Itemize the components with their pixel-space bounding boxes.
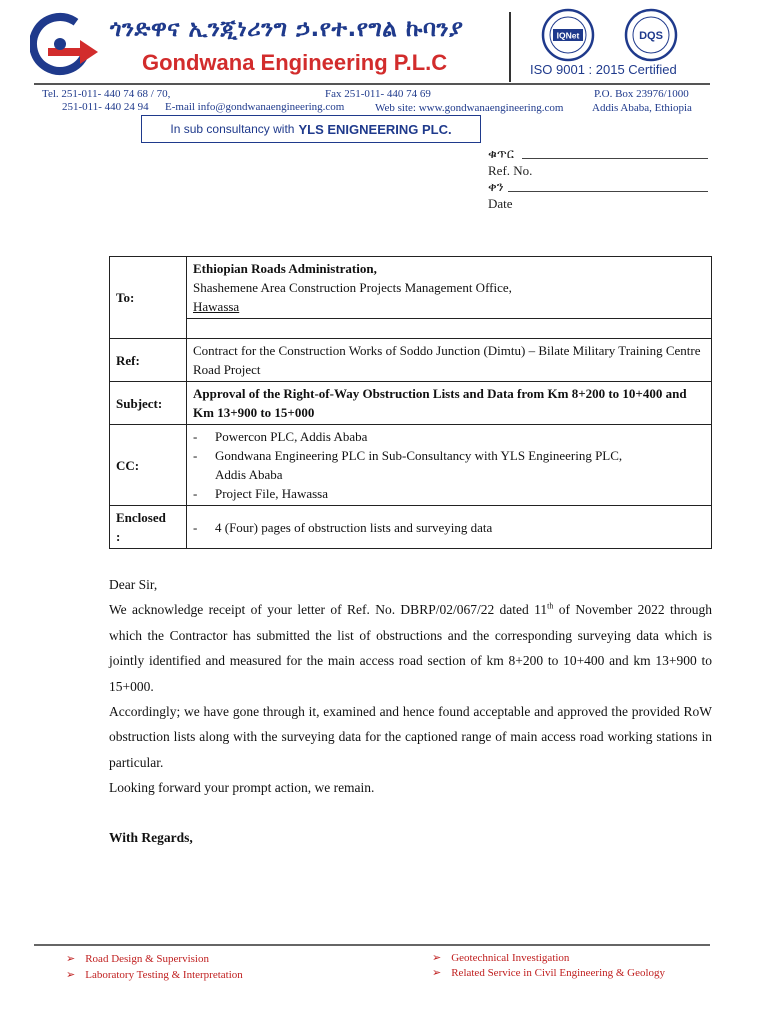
- cc-dash-2: -: [193, 448, 198, 463]
- salutation: Dear Sir,: [109, 577, 158, 592]
- contact-tel-2: 251-011- 440 24 94: [62, 101, 149, 113]
- paragraph-2: Accordingly; we have gone through it, examined and hence found acceptable and approved the provided RoW obstruction lists along with the surveying data for the captioned range of main access road working stations in particular.: [109, 704, 712, 770]
- enclosed-value: [187, 506, 712, 549]
- enclosed-label-word: Enclosed: [116, 510, 166, 525]
- table-row-enclosed: [110, 506, 712, 549]
- cert2-text: DQS: [639, 30, 663, 42]
- contact-email[interactable]: E-mail info@gondwanaengineering.com: [165, 101, 345, 113]
- header-divider: [509, 12, 511, 82]
- paragraph-3: Looking forward your prompt action, we remain.: [109, 780, 375, 796]
- ref-number-label: Ref. No.: [488, 163, 533, 178]
- arrow-icon: ➢: [432, 967, 442, 979]
- paragraph-1-end: of November 2022 through which the Contractor has submitted the list of obstructions and the corresponding surveying data which is jointly identified and measured for the main access road section of km 8+200 to 10+400 and km 13+900 to 15+000.: [109, 602, 712, 694]
- dqs-certification-seal-icon: [624, 8, 678, 62]
- table-row-to: [110, 257, 712, 319]
- cc-dash-1: -: [193, 429, 198, 444]
- cc-dash-3: -: [193, 486, 198, 501]
- to-organization: Ethiopian Roads Administration,: [193, 261, 377, 276]
- date-line: [508, 191, 708, 192]
- enclosed-label: [110, 506, 187, 549]
- subconsultancy-firm: YLS ENIGNEERING PLC.: [298, 121, 452, 137]
- closing: With Regards,: [109, 829, 193, 845]
- company-logo-icon: [30, 8, 110, 80]
- enclosed-text: 4 (Four) pages of obstruction lists and surveying data: [215, 519, 493, 535]
- date-label: Date: [488, 196, 513, 211]
- ref-amharic-label: ቁጥር: [488, 146, 514, 161]
- ref-label: Ref:: [110, 339, 187, 382]
- footer-service-text: Geotechnical Investigation: [451, 952, 570, 964]
- contact-website[interactable]: Web site: www.gondwanaengineering.com: [375, 102, 564, 114]
- table-row-subject: [110, 382, 712, 425]
- company-name-amharic: ጎንድዋና ኢንጂነሪንግ ኃ.የተ.የግል ኩባንያ: [110, 16, 464, 42]
- to-city: Hawassa: [193, 299, 240, 314]
- ref-number-line: [522, 158, 708, 159]
- header-rule: [34, 83, 710, 85]
- cc-item-2-cont: Addis Ababa: [215, 467, 283, 482]
- footer-service-geotechnical: [432, 951, 569, 964]
- cc-item-2: Gondwana Engineering PLC in Sub-Consultancy with YLS Engineering PLC,: [215, 448, 623, 463]
- to-label: To:: [110, 257, 187, 339]
- footer-service-text: Related Service in Civil Engineering & Geology: [451, 967, 666, 979]
- footer-service-road-design: [66, 952, 209, 965]
- footer-service-text: Road Design & Supervision: [85, 953, 209, 965]
- date-amharic-label: ቀን: [488, 179, 504, 194]
- footer-rule: [34, 944, 710, 946]
- cert1-text: IQNet: [556, 30, 580, 41]
- subconsultancy-banner: [141, 115, 481, 143]
- table-row-blank: [110, 319, 712, 339]
- enclosed-label-colon: :: [116, 529, 121, 544]
- iqnet-certification-seal-icon: [541, 8, 595, 62]
- table-row-ref: [110, 339, 712, 382]
- letter-info-table: [109, 256, 712, 549]
- paragraph-1: [109, 597, 712, 699]
- enclosed-dash: -: [193, 519, 198, 535]
- letter-body: [109, 572, 712, 850]
- cc-item-1: Powercon PLC, Addis Ababa: [215, 429, 368, 444]
- iso-certified-text: ISO 9001 : 2015 Certified: [530, 62, 677, 77]
- blank-cell: [187, 319, 712, 339]
- contact-fax: Fax 251-011- 440 74 69: [325, 88, 431, 100]
- cc-value: [187, 425, 712, 506]
- arrow-icon: ➢: [66, 953, 76, 965]
- contact-pobox: P.O. Box 23976/1000: [594, 88, 689, 100]
- to-office: Shashemene Area Construction Projects Management Office,: [193, 280, 512, 295]
- arrow-icon: ➢: [66, 969, 76, 981]
- subject-value: Approval of the Right-of-Way Obstruction Lists and Data from Km 8+200 to 10+400 and Km 13+900 to 15+000: [187, 382, 712, 425]
- subconsultancy-prefix: In sub consultancy with: [170, 122, 295, 136]
- footer-service-text: Laboratory Testing & Interpretation: [85, 969, 243, 981]
- to-value: [187, 257, 712, 319]
- arrow-icon: ➢: [432, 952, 442, 964]
- footer-service-lab-testing: [66, 968, 243, 981]
- table-row-cc: [110, 425, 712, 506]
- contact-city: Addis Ababa, Ethiopia: [592, 102, 692, 114]
- subject-label: Subject:: [110, 382, 187, 425]
- ref-value: Contract for the Construction Works of Soddo Junction (Dimtu) – Bilate Military Training Centre Road Project: [187, 339, 712, 382]
- footer-service-related: [432, 966, 665, 979]
- cc-item-3: Project File, Hawassa: [215, 486, 329, 501]
- company-name: Gondwana Engineering P.L.C: [142, 50, 448, 75]
- cc-label: CC:: [110, 425, 187, 506]
- contact-tel-1: Tel. 251-011- 440 74 68 / 70,: [42, 88, 171, 100]
- paragraph-1-superscript: th: [547, 601, 554, 611]
- paragraph-1-start: We acknowledge receipt of your letter of Ref. No. DBRP/02/067/22 dated 11: [109, 602, 548, 618]
